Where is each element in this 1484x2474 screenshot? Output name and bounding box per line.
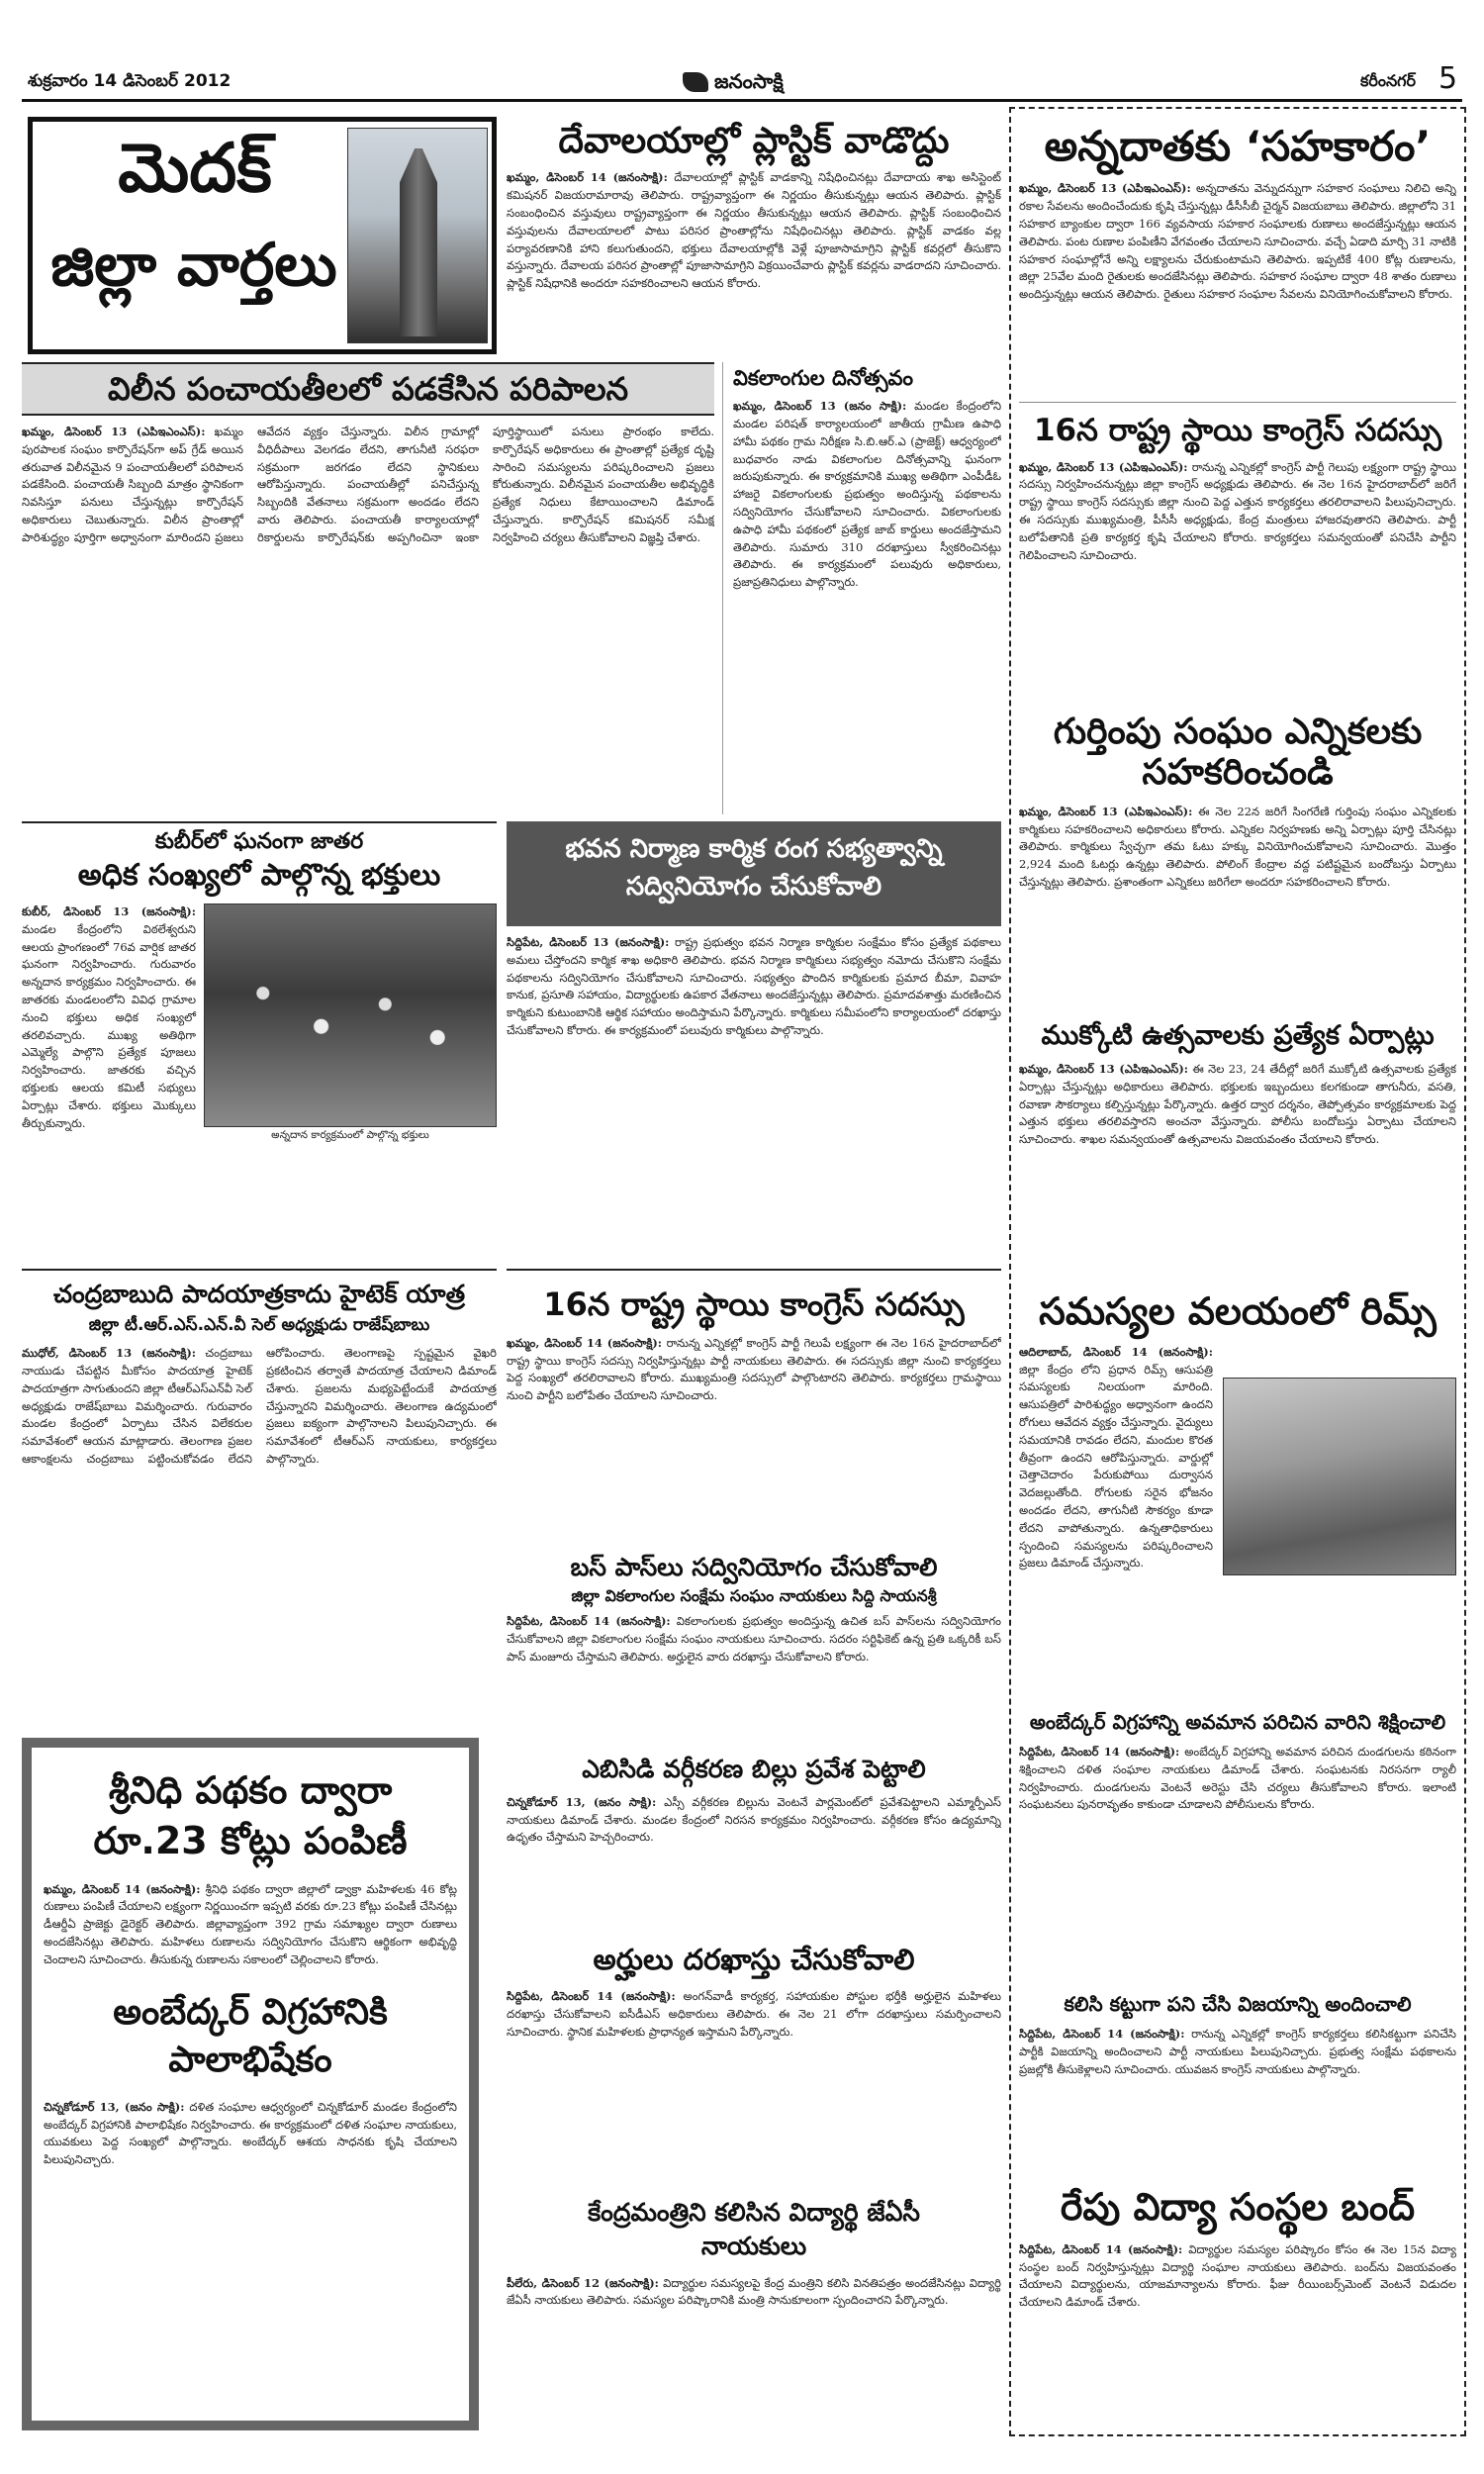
dateline-ambedkar-punish: సిద్దిపేట, డిసెంబర్ 14 (జనంసాక్షి): (1019, 1745, 1180, 1759)
kubeer-figure (204, 904, 497, 1145)
body-congress-mid (507, 1335, 1001, 1405)
headline-bandh: రేపు విద్యా సంస్థల బంద్ (1060, 2185, 1416, 2229)
headline-vileena: విలీన పంచాయతీలలో పడకేసిన పరిపాలన (107, 370, 629, 408)
article-bandh (1019, 2182, 1456, 2429)
edition-place: కరీంనగర్ (1360, 71, 1417, 90)
headline-plastic: దేవాలయాల్లో ప్లాస్టిక్ వాడొద్దు (558, 121, 950, 161)
text-srinidhi: శ్రీనిధి పథకం ద్వారా జిల్లాలో డ్వాక్రా మహిళలకు 46 కోట్ల రుణాలు పంపిణీ చేయాలని లక్ష్యంగా నిర్ణయించగా ఇప్పటి వరకు రూ.23 కోట్లు పంపిణీ చేసినట్లు డీఆర్డీఏ ప్రాజెక్టు డైరెక్టర్ తెలిపారు. జిల్లావ్యాప్తంగా 392 గ్రామ సమాఖ్యల ద్వారా రుణాలు అందజేసినట్లు తెలిపారు. మహిళలు రుణాలను సద్వినియోగం చేసుకొని ఆర్థికంగా అభివృద్ధి చెందాలని సూచించారు. తీసుకున్న రుణాలను సకాలంలో చెల్లించాలని కోరారు. (44, 1881, 458, 1966)
text-gurthimpu: ఈ నెల 22న జరిగే సింగరేణి గుర్తింపు సంఘం ఎన్నికలకు కార్మికులు సహకరించాలని అధికారులు కోరారు. ఎన్నికల నిర్వహణకు అన్ని ఏర్పాట్లు పూర్తి చేసినట్లు తెలిపారు. కార్మికులు స్వేచ్ఛగా తమ ఓటు హక్కు వినియోగించుకోవాలని సూచించారు. మొత్తం 2,924 మంది ఓటర్లు ఉన్నట్లు తెలిపారు. పోలింగ్ కేంద్రాల వద్ద పటిష్టమైన బందోబస్తు ఏర్పాటు చేస్తున్నట్లు తెలిపారు. ప్రశాంతంగా ఎన్నికలు జరిగేలా అందరూ సహకరించాలని కోరారు. (1019, 804, 1456, 890)
headline-bhavana: భవన నిర్మాణ కార్మిక రంగ సభ్యత్వాన్ని సద్వినియోగం చేసుకోవాలి (565, 834, 943, 902)
headline-congress-mid: 16న రాష్ట్ర స్థాయి కాంగ్రెస్ సదస్సు (543, 1285, 965, 1323)
text-sc-bill: ఎస్సీ వర్గీకరణ బిల్లును వెంటనే పార్లమెంట్‌లో ప్రవేశపెట్టాలని ఎమ్మార్పీఎస్ నాయకులు డిమాండ్ చేశారు. మండల కేంద్రంలో నిరసన కార్యక్రమం నిర్వహించారు. వర్గీకరణ కోసం ఉద్యమాన్ని ఉధృతం చేస్తామని హెచ్చరించారు. (507, 1794, 1001, 1845)
section-title-line2: జిల్లా వార్తలు (50, 231, 337, 300)
header-rule (22, 99, 1462, 102)
body-arhulu (507, 1988, 1001, 2041)
body-kalisi (1019, 2026, 1456, 2078)
text-congress-right: రానున్న ఎన్నికల్లో కాంగ్రెస్ పార్టీ గెలుపు లక్ష్యంగా రాష్ట్ర స్థాయి సదస్సు నిర్వహించనున్నట్లు జిల్లా కాంగ్రెస్ అధ్యక్షుడు తెలిపారు. ఈ నెల 16న హైదరాబాద్‌లో జరిగే రాష్ట్ర స్థాయి కాంగ్రెస్ సదస్సుకు జిల్లా నుంచి పెద్ద ఎత్తున కార్యకర్తలు తరలిరావాలని పిలుపునిచ్చారు. ఈ సదస్సుకు ముఖ్యమంత్రి, పీసీసీ అధ్యక్షుడు, కేంద్ర మంత్రులు హాజరవుతారని తెలిపారు. పార్టీ బలోపేతానికి ప్రతి కార్యకర్త కృషి చేయాలని కోరారు. కార్యకర్తలు సమన్వయంతో పనిచేసి పార్టీని గెలిపించాలని సూచించారు. (1019, 459, 1456, 562)
dateline-kalisi: సిద్దిపేట, డిసెంబర్ 14 (జనంసాక్షి): (1019, 2027, 1185, 2041)
headline-ambedkar-milk: అంబేద్కర్ విగ్రహానికి పాలాభిషేకం (113, 1991, 388, 2081)
body-ambedkar-milk (44, 2099, 457, 2169)
headline-rims: సమస్యల వలయంలో రిమ్స్ (1039, 1289, 1437, 1333)
body-congress-right (1019, 459, 1456, 565)
masthead-logo (683, 69, 784, 98)
headline-chandrababu: చంద్రబాబుది పాదయాత్రకాదు హైటెక్ యాత్ర (52, 1280, 466, 1308)
divider (22, 1269, 497, 1271)
article-annadata (1019, 117, 1456, 414)
article-arhulu (507, 1940, 1001, 2187)
text-kalisi: రానున్న ఎన్నికల్లో కాంగ్రెస్ కార్యకర్తలు కలిసికట్టుగా పనిచేసి పార్టీకి విజయాన్ని అందించాలని పార్టీ నాయకులు పిలుపునిచ్చారు. ప్రభుత్వ సంక్షేమ పథకాలను ప్రజల్లోకి తీసుకెళ్లాలని సూచించారు. యువజన కాంగ్రెస్ నాయకులు పాల్గొన్నారు. (1019, 2027, 1456, 2076)
dateline-mukkoti: ఖమ్మం, డిసెంబర్ 13 (ఎపిఇఎంఎస్): (1019, 1062, 1189, 1077)
article-kalisi (1019, 1989, 1456, 2177)
headline-gurthimpu: గుర్తింపు సంఘం ఎన్నికలకు సహకరించండి (1053, 712, 1423, 794)
dateline-vikalanga: ఖమ్మం, డిసెంబర్ 13 (జనం సాక్షి): (733, 399, 907, 414)
article-vileena (22, 424, 714, 814)
overline-kubeer: కుబీర్‌లో ఘనంగా జాతర (154, 829, 364, 854)
dateline-congress-right: ఖమ్మం, డిసెంబర్ 13 (ఎపిఇఎంఎస్): (1019, 459, 1188, 474)
subhead-chandrababu: జిల్లా టీ.ఆర్.ఎస్.ఎన్.వీ సెల్ అధ్యక్షుడు రాజేష్‌బాబు (88, 1314, 430, 1335)
dateline-congress-mid: ఖమ్మం, డిసెంబర్ 14 (జనంసాక్షి): (507, 1335, 663, 1350)
body-srinidhi (44, 1881, 457, 1969)
article-srinidhi (22, 1738, 479, 2430)
body-sc-bill (507, 1794, 1001, 1847)
text-arhulu: అంగన్‌వాడీ కార్యకర్త, సహాయకుల పోస్టుల భర్తీకి అర్హులైన మహిళలు దరఖాస్తు చేసుకోవాలని ఐసీడీఎస్ అధికారులు తెలిపారు. ఈ నెల 21 లోగా దరఖాస్తులు సమర్పించాలని సూచించారు. స్థానిక మహిళలకు ప్రాధాన్యత ఇస్తామని పేర్కొన్నారు. (507, 1989, 1001, 2039)
article-plastic (507, 117, 1001, 354)
headline-ambedkar-punish: అంబేద్కర్ విగ్రహాన్ని అవమాన పరిచిన వారిని శిక్షించాలి (1029, 1710, 1446, 1734)
body-ambedkar-punish (1019, 1744, 1456, 1814)
headline-sc-bill: ఎబిసిడి వర్గీకరణ బిల్లు ప్రవేశ పెట్టాలి (582, 1755, 926, 1783)
banner-vileena (22, 362, 714, 416)
issue-date: శుక్రవారం 14 డిసెంబర్ 2012 (28, 71, 232, 91)
headline-srinidhi: శ్రీనిధి పథకం ద్వారా రూ.23 కోట్లు పంపిణీ (93, 1768, 408, 1863)
dateline-gurthimpu: ఖమ్మం, డిసెంబర్ 13 (ఎపిఇఎంఎస్): (1019, 804, 1193, 818)
headline-annadata: అన్నదాతకు ‘సహకారం’ (1044, 122, 1432, 170)
article-vikalanga (722, 362, 1001, 814)
dateline-chandrababu: ముధోల్, డిసెంబర్ 13 (జనంసాక్షి): (22, 1346, 197, 1361)
dateline-rims: ఆదిలాబాద్, డిసెంబర్ 14 (జనంసాక్షి): (1019, 1344, 1213, 1359)
body-rims (1019, 1344, 1456, 1685)
body-kendra (507, 2275, 1001, 2311)
masthead-emblem-icon (683, 72, 708, 92)
text-plastic: దేవాలయాల్లో ప్లాస్టిక్ వాడకాన్ని నిషేధించినట్లు దేవాదాయ శాఖ అసిస్టెంట్ కమిషనర్ విజయరామారావు తెలిపారు. రాష్ట్రవ్యాప్తంగా ఈ నిర్ణయం తీసుకున్నట్లు ఆయన తెలిపారు. ప్లాస్టిక్ సంబంధించిన వస్తువులు రాష్ట్రవ్యాప్తంగా ఈ నిర్ణయం తీసుకున్నట్లు ఆయన తెలిపారు. ప్లాస్టిక్ సంబంధించిన వస్తువులను దేవాలయాలలో పాటు పరిసర ప్రాంతాల్లోను నిషేధించినట్లు తెలిపారు. ప్లాస్టిక్ వాడకం వల్ల పర్యావరణానికి హాని కలుగుతుందని, భక్తులు దేవాలయాల్లోకి వెళ్లే పూజాసామాగ్రిని ప్లాస్టిక్ కవర్లలో తీసుకొని వస్తున్నారు. దేవాలయ పరిసర ప్రాంతాల్లో పూజాసామాగ్రిని విక్రయించేవారు ప్లాస్టిక్ కవర్లను వాడరాదని సూచించారు. ప్లాస్టిక్ నిషేధానికి అందరూ సహకరించాలని ఆయన కోరారు. (507, 170, 1001, 291)
page-header (0, 0, 1484, 104)
dateline-bhavana: సిద్దిపేట, డిసెంబర్ 13 (జనంసాక్షి): (507, 935, 670, 949)
text-annadata: అన్నదాతను వెన్నుదన్నుగా సహకార సంఘాలు నిలిచి అన్ని రకాల సేవలను అందించేందుకు కృషి చేస్తున్నట్లు డీసీసీబీ చైర్మన్ విజయబాబు తెలిపారు. జిల్లాలోని 31 సహకార బ్యాంకుల ద్వారా 166 వ్యవసాయ సహకార సంఘాలకు రుణాలు అందజేస్తున్నట్లు ఆయన తెలిపారు. పంట రుణాల పంపిణీని వేగవంతం చేయాలని సూచించారు. వచ్చే ఏడాది మార్చి 31 నాటికి సహకార సంఘాల్లోనే అన్ని లక్ష్యాలను చేరుకుంటామని తెలిపారు. ఇప్పటికే 400 కోట్ల రుణాలను, జిల్లా 25వేల మంది రైతులకు అందజేసినట్లు తెలిపారు. సహకార సంఘాల ద్వారా 48 శాతం రుణాలు అందిస్తున్నట్లు ఆయన తెలిపారు. రైతులు సహకార సంఘాల సేవలను వినియోగించుకోవాలని కోరారు. (1019, 181, 1456, 302)
text-ambedkar-milk: దళిత సంఘాల ఆధ్వర్యంలో చిన్నకోడూర్ మండల కేంద్రంలోని అంబేద్కర్ విగ్రహానికి పాలాభిషేకం నిర్వహించారు. ఈ కార్యక్రమంలో దళిత సంఘాల నాయకులు, యువకులు పెద్ద సంఖ్యలో పాల్గొన్నారు. అంబేద్కర్ ఆశయ సాధనకు కృషి చేయాలని పిలుపునిచ్చారు. (44, 2099, 457, 2167)
dateline-plastic: ఖమ్మం, డిసెంబర్ 14 (జనంసాక్షి): (507, 170, 668, 185)
dateline-buspass: సిద్దిపేట, డిసెంబర్ 14 (జనంసాక్షి): (507, 1613, 671, 1628)
church-spire (400, 148, 437, 336)
dateline-kubeer: కుబీర్, డిసెంబర్ 13 (జనంసాక్షి): (22, 904, 196, 918)
dateline-vileena: ఖమ్మం, డిసెంబర్ 13 (ఎపిఇఎంఎస్): (22, 425, 206, 438)
text-kendra: విద్యార్థుల సమస్యలపై కేంద్ర మంత్రిని కలిసి వినతిపత్రం అందజేసినట్లు విద్యార్థి జేఏసీ నాయకులు తెలిపారు. సమస్యల పరిష్కారానికి మంత్రి సానుకూలంగా స్పందించారని పేర్కొన్నారు. (507, 2275, 1001, 2308)
text-chandrababu: చంద్రబాబు నాయుడు చేపట్టిన మీకోసం పాదయాత్ర హైటెక్ పాదయాత్రగా సాగుతుందని జిల్లా టీఆర్ఎస్ఎన్‌వీ సెల్ అధ్యక్షుడు రాజేష్‌బాబు విమర్శించారు. గురువారం మండల కేంద్రంలో ఏర్పాటు చేసిన విలేకరుల సమావేశంలో ఆయన మాట్లాడారు. తెలంగాణ ప్రజల ఆకాంక్షలను చంద్రబాబు పట్టించుకోవడం లేదని ఆరోపించారు. తెలంగాణపై స్పష్టమైన వైఖరి ప్రకటించిన తర్వాతే పాదయాత్ర చేయాలని డిమాండ్ చేశారు. ప్రజలను మభ్యపెట్టేందుకే పాదయాత్ర చేస్తున్నారని విమర్శించారు. తెలంగాణ ఉద్యమంలో ప్రజలు ఐక్యంగా పాల్గొనాలని పిలుపునిచ్చారు. ఈ సమావేశంలో టీఆర్ఎస్ నాయకులు, కార్యకర్తలు పాల్గొన్నారు. (22, 1346, 497, 1467)
text-kubeer: మండల కేంద్రంలోని విఠలేశ్వరుని ఆలయ ప్రాంగణంలో 76వ వార్షిక జాతర ఘనంగా నిర్వహించారు. గురువారం అన్నదాన కార్యక్రమం నిర్వహించారు. ఈ జాతరకు మండలంలోని వివిధ గ్రామాల నుంచి భక్తులు అధిక సంఖ్యలో తరలివచ్చారు. ముఖ్య అతిథిగా ఎమ్మెల్యే పాల్గొని ప్రత్యేక పూజలు నిర్వహించారు. జాతరకు వచ్చిన భక్తులకు ఆలయ కమిటీ సభ్యులు ఏర్పాట్లు చేశారు. భక్తులు మొక్కులు తీర్చుకున్నారు. (22, 921, 196, 1130)
headline-vikalanga: వికలాంగుల దినోత్సవం (733, 366, 914, 390)
body-chandrababu (22, 1345, 497, 1721)
banner-bhavana (507, 821, 1001, 926)
text-vileena: ఖమ్మం పురపాలక సంఘం కార్పొరేషన్‌గా అప్ గ్రేడ్ అయిన తరువాత విలీనమైన 9 పంచాయతీలలో పరిపాలన పడకేసింది. పంచాయతీ సిబ్బంది మాత్రం స్థానికంగా నివసిస్తూ పనులు చేస్తున్నట్లు కార్పొరేషన్ అధికారులు చెబుతున్నారు. విలీన ప్రాంతాల్లో పారిశుద్ధ్యం పూర్తిగా అధ్వానంగా మారిందని ప్రజలు ఆవేదన వ్యక్తం చేస్తున్నారు. విలీన గ్రామాల్లో వీధిదీపాలు వెలగడం లేదని, తాగునీటి సరఫరా సక్రమంగా జరగడం లేదని స్థానికులు ఆరోపిస్తున్నారు. పంచాయతీల్లో పనిచేస్తున్న సిబ్బందికి వేతనాలు సక్రమంగా అందడం లేదని వారు తెలిపారు. పంచాయతీ కార్యాలయాల్లో రికార్డులను కార్పొరేషన్‌కు అప్పగించినా ఇంకా పూర్తిస్థాయిలో పనులు ప్రారంభం కాలేదు. కార్పొరేషన్ అధికారులు ఈ ప్రాంతాల్లో ప్రత్యేక దృష్టి సారించి సమస్యలను పరిష్కరించాలని ప్రజలు కోరుతున్నారు. విలీనమైన పంచాయతీల అభివృద్ధికి ప్రత్యేక నిధులు కేటాయించాలని డిమాండ్ చేస్తున్నారు. కార్పొరేషన్ కమిషనర్ సమీక్ష నిర్వహించి చర్యలు తీసుకోవాలని విజ్ఞప్తి చేశారు. (22, 425, 714, 544)
headline-kubeer: అధిక సంఖ్యలో పాల్గొన్న భక్తులు (77, 858, 441, 894)
text-rims: జిల్లా కేంద్రం లోని ప్రధాన రిమ్స్ ఆసుపత్రి సమస్యలకు నిలయంగా మారింది. ఆసుపత్రిలో పారిశుద్ధ్యం అధ్వానంగా ఉందని రోగులు ఆవేదన వ్యక్తం చేస్తున్నారు. వైద్యులు సమయానికి రావడం లేదని, మందుల కొరత తీవ్రంగా ఉందని ఆరోపిస్తున్నారు. వార్డుల్లో చెత్తాచెదారం పేరుకుపోయి దుర్వాసన వెదజల్లుతోంది. రోగులకు సరైన భోజనం అందడం లేదని, తాగునీటి సౌకర్యం కూడా లేదని వాపోతున్నారు. ఉన్నతాధికారులు స్పందించి సమస్యలను పరిష్కరించాలని ప్రజలు డిమాండ్ చేస్తున్నారు. (1019, 1362, 1213, 1570)
article-chandrababu (22, 1277, 497, 1732)
dateline-srinidhi: ఖమ్మం, డిసెంబర్ 14 (జనంసాక్షి): (44, 1881, 201, 1896)
subhead-buspass: జిల్లా వికలాంగుల సంక్షేమ సంఘం నాయకులు సిద్ది సాయనశ్రీ (571, 1585, 937, 1605)
body-kubeer (22, 904, 497, 1240)
dateline-annadata: ఖమ్మం, డిసెంబర్ 13 (ఎపిఇఎంఎస్): (1019, 181, 1191, 196)
section-title-box (28, 117, 497, 354)
body-bandh (1019, 2241, 1456, 2312)
text-vikalanga: మండల కేంద్రంలోని మండల పరిషత్ కార్యాలయంలో జాతీయ గ్రామీణ ఉపాధి హామీ పథకం గ్రామ నిరీక్షణ సి.బి.ఆర్.ఎ (ప్రాజెక్ట్) ఆధ్వర్యంలో బుధవారం నాడు వికలాంగుల దినోత్సవాన్ని ఘనంగా జరుపుకున్నారు. ఈ కార్యక్రమానికి ముఖ్య అతిథిగా ఎంపీడీఓ హాజరై వికలాంగులకు ప్రభుత్వం అందిస్తున్న పథకాలను సద్వినియోగం చేసుకోవాలని సూచించారు. వికలాంగులకు ఉపాధి హామీ పథకంలో ప్రత్యేక జాబ్ కార్డులు అందజేస్తామని తెలిపారు. సుమారు 310 దరఖాస్తులు స్వీకరించినట్లు తెలిపారు. ఈ కార్యక్రమంలో పలువురు అధికారులు, ప్రజాప్రతినిధులు పాల్గొన్నారు. (733, 399, 1001, 590)
article-rims (1019, 1286, 1456, 1702)
section-title-line1: మెదక్ (118, 130, 272, 208)
article-kendra (507, 2192, 1001, 2429)
kubeer-photo-caption: అన్నదాన కార్యక్రమంలో పాల్గొన్న భక్తులు (271, 1128, 429, 1141)
kubeer-photo (204, 904, 497, 1127)
dateline-bandh: సిద్దిపేట, డిసెంబర్ 14 (జనంసాక్షి): (1019, 2241, 1183, 2256)
headline-congress-right: 16న రాష్ట్ర స్థాయి కాంగ్రెస్ సదస్సు (1033, 413, 1442, 448)
rims-photo (1223, 1378, 1456, 1575)
article-kubeer (22, 827, 497, 1263)
article-gurthimpu (1019, 708, 1456, 1004)
body-buspass (507, 1613, 1001, 1665)
text-mukkoti: ఈ నెల 23, 24 తేదీల్లో జరిగే ముక్కోటి ఉత్సవాలకు ప్రత్యేక ఏర్పాట్లు చేస్తున్నట్లు అధికారులు తెలిపారు. భక్తులకు ఇబ్బందులు కలగకుండా తాగునీరు, వసతి, రవాణా సౌకర్యాలు కల్పిస్తున్నట్లు పేర్కొన్నారు. ఉత్తర ద్వార దర్శనం, తెప్పోత్సవం కార్యక్రమాలకు పెద్ద ఎత్తున భక్తులు తరలివస్తారని అంచనా వేస్తున్నారు. పోలీసు బందోబస్తు ఏర్పాటు చేయాలని సూచించారు. శాఖల సమన్వయంతో ఉత్సవాలను విజయవంతం చేయాలని కోరారు. (1019, 1062, 1456, 1147)
body-vikalanga (733, 398, 1001, 592)
text-congress-mid: రానున్న ఎన్నికల్లో కాంగ్రెస్ పార్టీ గెలుపే లక్ష్యంగా ఈ నెల 16న హైదరాబాద్‌లో రాష్ట్ర స్థాయి కాంగ్రెస్ సదస్సు నిర్వహిస్తున్నట్లు పార్టీ నాయకులు తెలిపారు. ఈ సదస్సుకు జిల్లా నుంచి కార్యకర్తలు పెద్ద సంఖ్యలో తరలిరావాలని కోరారు. ముఖ్యమంత్రి సదస్సులో పాల్గొంటారని తెలిపారు. కార్యకర్తలు గ్రామస్థాయి నుంచి పార్టీని బలోపేతం చేయాలని సూచించారు. (507, 1335, 1001, 1403)
article-mukkoti (1019, 1014, 1456, 1282)
dateline-ambedkar-milk: చిన్నకోడూర్ 13, (జనం సాక్షి): (44, 2099, 185, 2114)
body-mukkoti (1019, 1061, 1456, 1149)
body-gurthimpu (1019, 804, 1456, 892)
article-congress-mid (507, 1277, 1001, 1544)
article-bhavana (507, 934, 1001, 1261)
headline-arhulu: అర్హులు దరఖాస్తు చేసుకోవాలి (593, 1943, 915, 1976)
church-photo (347, 128, 488, 343)
text-buspass: వికలాంగులకు ప్రభుత్వం అందిస్తున్న ఉచిత బస్ పాస్‌లను సద్వినియోగం చేసుకోవాలని జిల్లా వికలాంగుల సంక్షేమ సంఘం నాయకులు సూచించారు. సదరం సర్టిఫికెట్ ఉన్న ప్రతి ఒక్కరికీ బస్ పాస్ మంజూరు చేస్తామని తెలిపారు. అర్హులైన వారు దరఖాస్తు చేసుకోవాలని కోరారు. (507, 1613, 1001, 1664)
article-ambedkar-punish (1019, 1707, 1456, 1984)
body-annadata (1019, 180, 1456, 304)
dateline-arhulu: సిద్దిపేట, డిసెంబర్ 14 (జనంసాక్షి): (507, 1989, 676, 2004)
headline-mukkoti: ముక్కోటి ఉత్సవాలకు ప్రత్యేక ఏర్పాట్లు (1041, 1020, 1435, 1051)
article-sc-bill (507, 1752, 1001, 1940)
masthead-name: జనంసాక్షి (714, 69, 784, 93)
divider (1019, 402, 1456, 403)
headline-buspass: బస్ పాస్‌లు సద్వినియోగం చేసుకోవాలి (570, 1553, 938, 1581)
article-congress-right (1019, 408, 1456, 705)
divider (22, 821, 497, 823)
dateline-sc-bill: చిన్నకోడూర్ 13, (జనం సాక్షి): (507, 1794, 657, 1809)
dateline-kendra: పీలేరు, డిసెంబర్ 12 (జనంసాక్షి): (507, 2275, 659, 2290)
text-bhavana: రాష్ట్ర ప్రభుత్వం భవన నిర్మాణ కార్మికుల సంక్షేమం కోసం ప్రత్యేక పథకాలు అమలు చేస్తోందని కార్మిక శాఖ అధికారి తెలిపారు. భవన నిర్మాణ కార్మికులు సభ్యత్వం నమోదు చేసుకొని సంక్షేమ పథకాలను సద్వినియోగం చేసుకోవాలని సూచించారు. సభ్యత్వం పొందిన కార్మికులకు ప్రమాద బీమా, వివాహ కానుక, ప్రసూతి సహాయం, విద్యార్థులకు ఉపకార వేతనాలు అందజేస్తున్నట్లు తెలిపారు. ప్రమాదవశాత్తు మరణించిన కార్మికుని కుటుంబానికి ఆర్థిక సహాయం అందిస్తామని పేర్కొన్నారు. కార్మికులు సమీపంలోని కార్యాలయంలో దరఖాస్తు చేసుకోవాలని కోరారు. ఈ కార్యక్రమంలో పలువురు కార్మికులు పాల్గొన్నారు. (507, 935, 1001, 1038)
page-number: 5 (1438, 61, 1458, 96)
headline-kendra: కేంద్రమంత్రిని కలిసిన విద్యార్థి జేఏసీ నాయకులు (588, 2198, 920, 2260)
text-ambedkar-punish: అంబేద్కర్ విగ్రహాన్ని అవమాన పరిచిన దుండగులను కఠినంగా శిక్షించాలని దళిత సంఘాల నాయకులు డిమాండ్ చేశారు. సంఘటనకు నిరసనగా ర్యాలీ నిర్వహించారు. దుండగులను వెంటనే అరెస్టు చేసి చర్యలు తీసుకోవాలని కోరారు. ఇలాంటి సంఘటనలు పునరావృతం కాకుండా చూడాలని పోలీసులను కోరారు. (1019, 1745, 1456, 1812)
headline-kalisi: కలిసి కట్టుగా పని చేసి విజయాన్ని అందించాలి (1064, 1992, 1412, 2016)
article-buspass (507, 1550, 1001, 1748)
text-bandh: విద్యార్థుల సమస్యల పరిష్కారం కోసం ఈ నెల 15న విద్యా సంస్థల బంద్ నిర్వహిస్తున్నట్లు విద్యార్థి సంఘాల నాయకులు తెలిపారు. బంద్‌ను విజయవంతం చేయాలని విద్యార్థులను, యాజమాన్యాలను కోరారు. ఫీజు రీయింబర్స్‌మెంట్ వెంటనే విడుదల చేయాలని డిమాండ్ చేశారు. (1019, 2241, 1456, 2310)
body-plastic (507, 169, 1001, 293)
divider (507, 1269, 1001, 1271)
